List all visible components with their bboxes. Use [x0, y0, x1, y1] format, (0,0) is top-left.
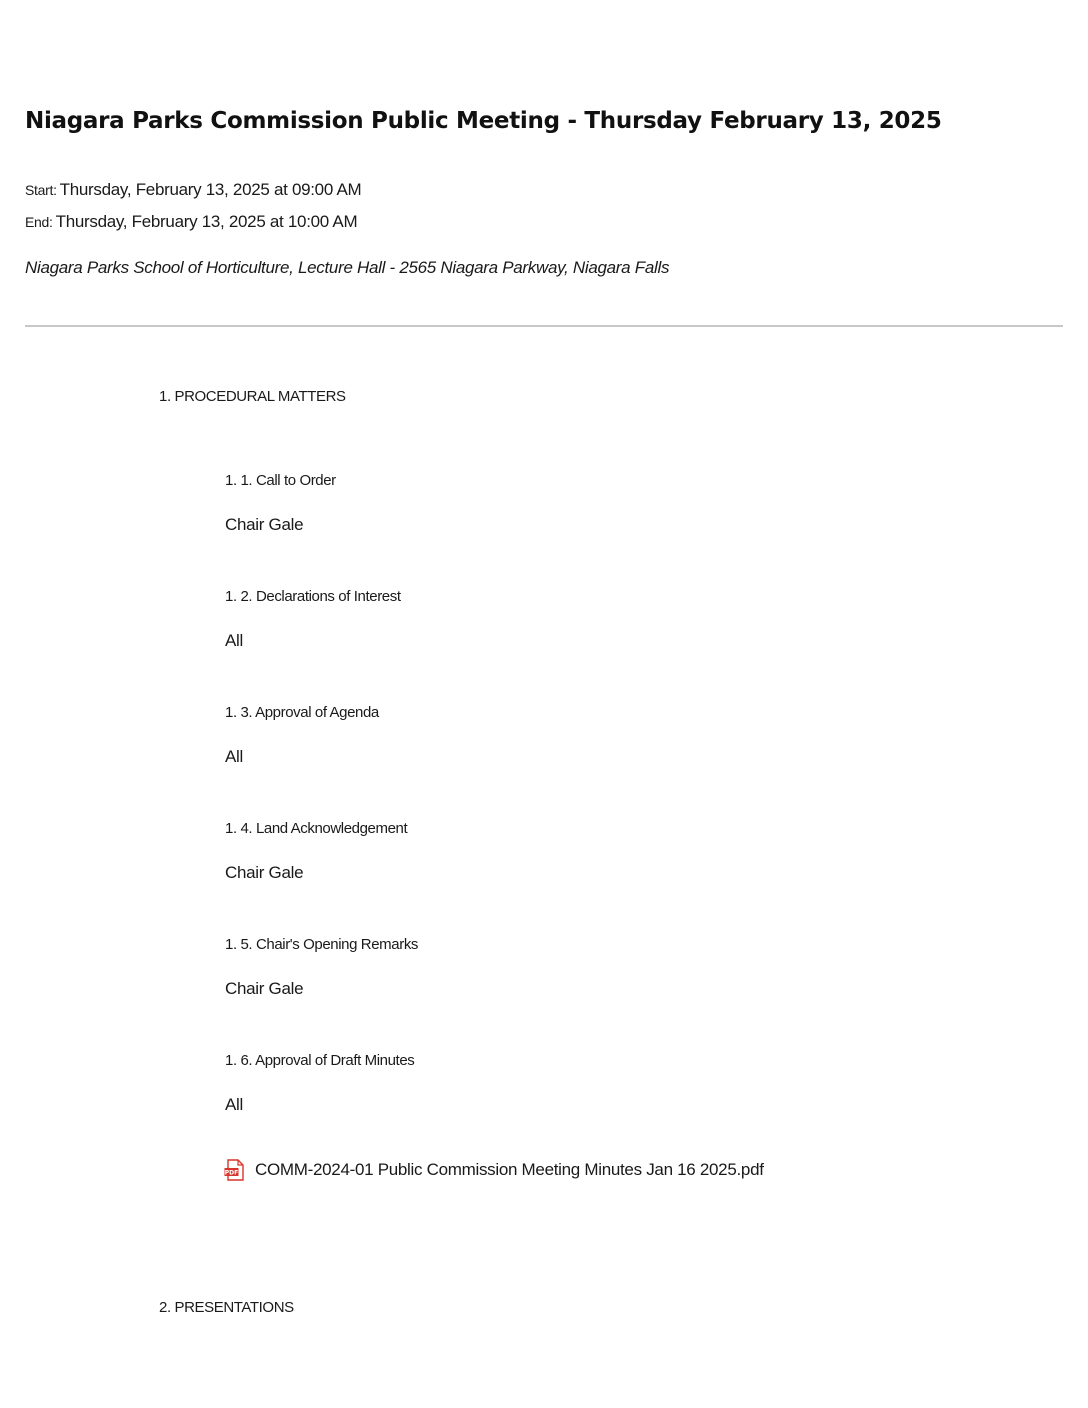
- start-label: Start:: [25, 182, 57, 198]
- section-heading-presentations: 2. PRESENTATIONS: [159, 1299, 294, 1316]
- agenda-item-chairs-opening-remarks: 1. 5. Chair's Opening Remarks: [225, 936, 419, 953]
- agenda-item-land-acknowledgement: 1. 4. Land Acknowledgement: [225, 820, 408, 837]
- agenda-item-presenter: All: [225, 1095, 243, 1114]
- agenda-item-presenter: All: [225, 747, 243, 766]
- meeting-location: Niagara Parks School of Horticulture, Lecture Hall - 2565 Niagara Parkway, Niagara Falls: [25, 258, 670, 277]
- agenda-item-presenter: All: [225, 631, 243, 650]
- attachment-file-name[interactable]: COMM-2024-01 Public Commission Meeting Minutes Jan 16 2025.pdf: [255, 1160, 764, 1179]
- page-title: Niagara Parks Commission Public Meeting - Thursday February 13, 2025: [25, 108, 942, 134]
- end-label: End:: [25, 214, 53, 230]
- attachment-draft-minutes-pdf[interactable]: [224, 1159, 764, 1181]
- meeting-end: [25, 212, 357, 232]
- agenda-item-presenter: Chair Gale: [225, 515, 304, 534]
- agenda-item-presenter: Chair Gale: [225, 863, 304, 882]
- end-value: Thursday, February 13, 2025 at 10:00 AM: [55, 212, 358, 231]
- start-value: Thursday, February 13, 2025 at 09:00 AM: [59, 180, 362, 199]
- section-heading-procedural-matters: 1. PROCEDURAL MATTERS: [159, 388, 346, 405]
- agenda-item-declarations-of-interest: 1. 2. Declarations of Interest: [225, 588, 401, 605]
- pdf-file-icon: [224, 1159, 244, 1181]
- meeting-start: [25, 180, 361, 200]
- agenda-item-approval-of-agenda: 1. 3. Approval of Agenda: [225, 704, 379, 721]
- agenda-item-presenter: Chair Gale: [225, 979, 304, 998]
- agenda-item-call-to-order: 1. 1. Call to Order: [225, 472, 336, 489]
- agenda-item-approval-of-draft-minutes: 1. 6. Approval of Draft Minutes: [225, 1052, 415, 1069]
- pdf-icon-label: PDF: [224, 1169, 239, 1177]
- header-divider: [25, 325, 1063, 327]
